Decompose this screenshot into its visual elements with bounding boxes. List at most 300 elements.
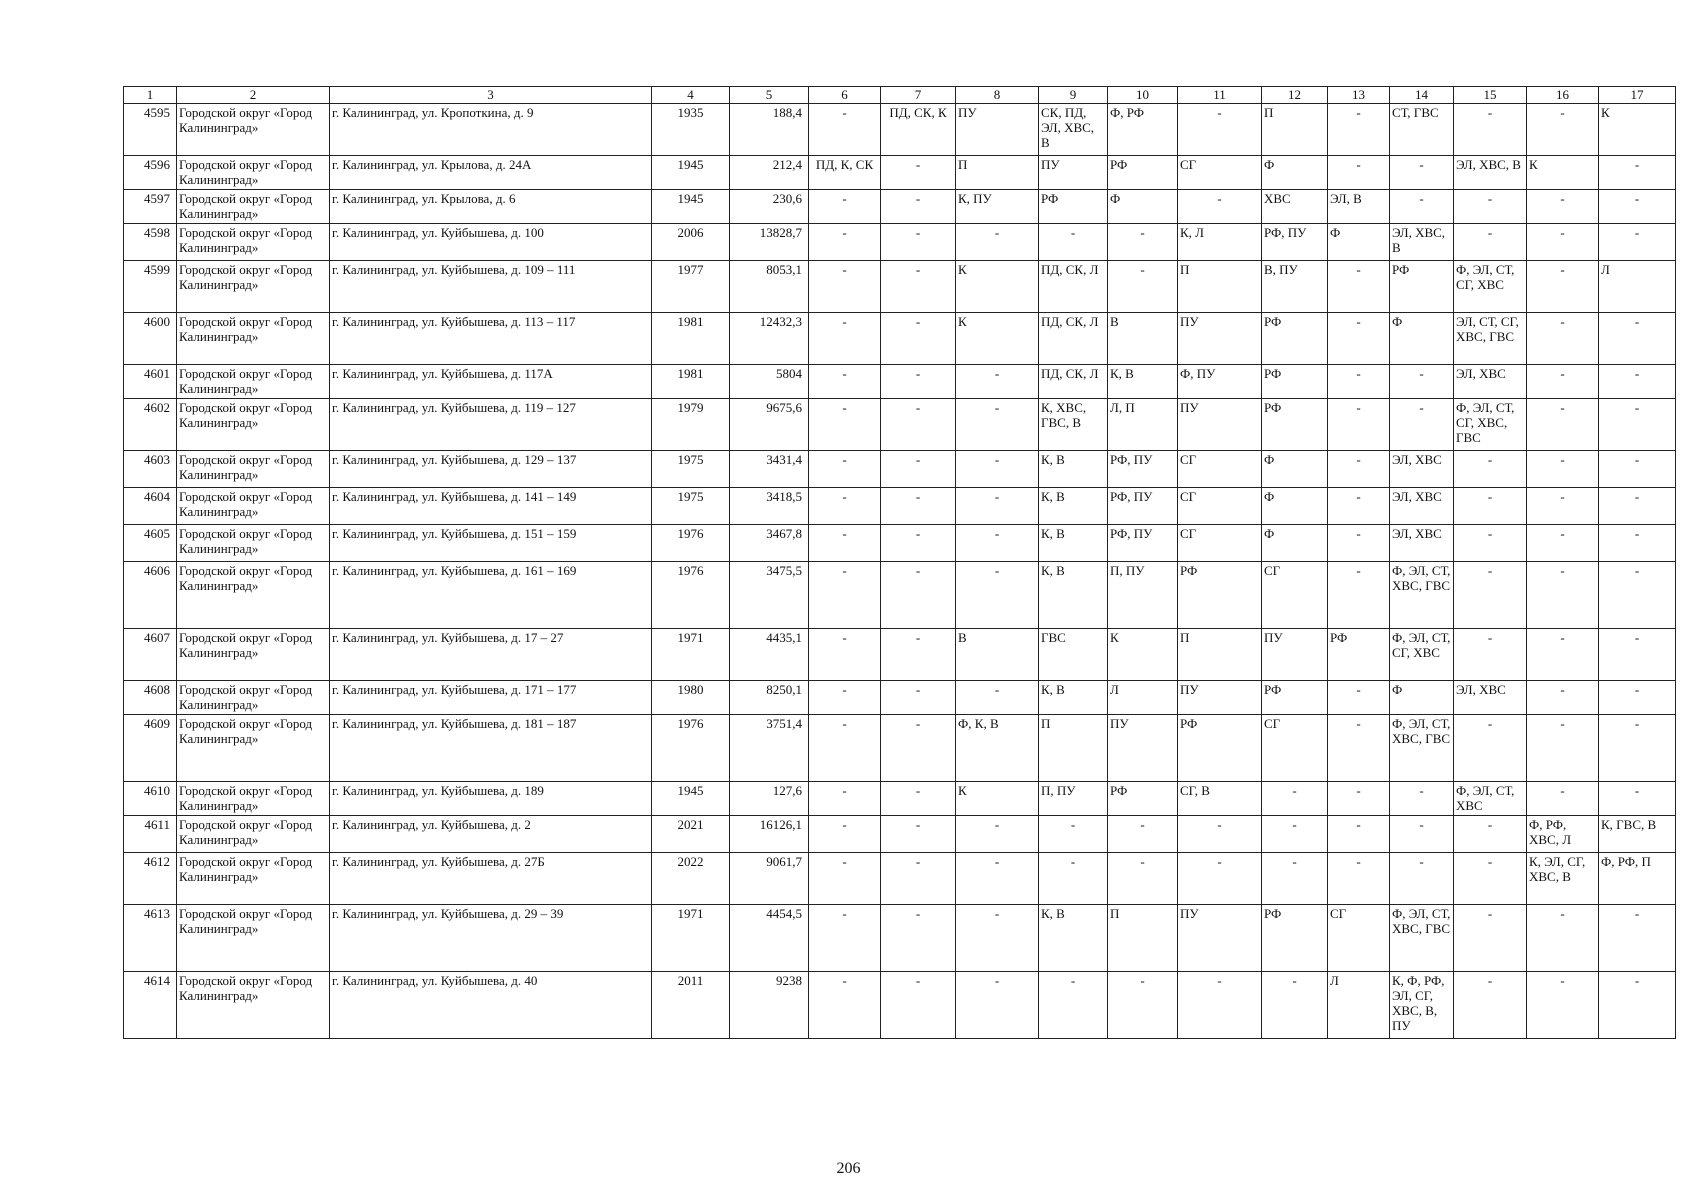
col-10-cell: К (1108, 629, 1178, 681)
column-header-12: 12 (1262, 87, 1328, 104)
column-header-14: 14 (1390, 87, 1454, 104)
col-9-cell: СК, ПД, ЭЛ, ХВС, В (1039, 104, 1108, 156)
col-11-cell: - (1178, 972, 1262, 1039)
year-cell: 1976 (652, 525, 730, 562)
address-cell: г. Калининград, ул. Куйбышева, д. 17 – 27 (330, 629, 652, 681)
table-row (124, 681, 1676, 715)
col-8-cell: - (956, 224, 1039, 261)
col-15-cell: - (1454, 905, 1527, 972)
col-13-cell: - (1328, 853, 1390, 905)
col-8-cell: - (956, 972, 1039, 1039)
col-13-cell: Л (1328, 972, 1390, 1039)
col-8-cell: - (956, 488, 1039, 525)
col-9-cell: ПУ (1039, 156, 1108, 190)
col-17-cell: - (1599, 972, 1676, 1039)
col-10-cell: П, ПУ (1108, 562, 1178, 629)
col-7-cell: - (881, 972, 956, 1039)
col-8-cell: К (956, 313, 1039, 365)
table-row (124, 399, 1676, 451)
row-number-cell: 4596 (124, 156, 177, 190)
col-16-cell: - (1527, 629, 1599, 681)
col-16-cell: Ф, РФ, ХВС, Л (1527, 816, 1599, 853)
col-12-cell: РФ (1262, 313, 1328, 365)
col-8-cell: Ф, К, В (956, 715, 1039, 782)
row-number-cell: 4610 (124, 782, 177, 816)
col-7-cell: - (881, 313, 956, 365)
year-cell: 2011 (652, 972, 730, 1039)
col-16-cell: - (1527, 451, 1599, 488)
col-6-cell: - (809, 104, 881, 156)
col-6-cell: - (809, 451, 881, 488)
column-header-11: 11 (1178, 87, 1262, 104)
address-cell: г. Калининград, ул. Куйбышева, д. 113 – 117 (330, 313, 652, 365)
municipality-cell: Городской округ «Город Калининград» (177, 365, 330, 399)
col-7-cell: - (881, 156, 956, 190)
col-6-cell: - (809, 782, 881, 816)
col-15-cell: - (1454, 104, 1527, 156)
col-16-cell: - (1527, 104, 1599, 156)
col-13-cell: - (1328, 156, 1390, 190)
col-15-cell: Ф, ЭЛ, СТ, ХВС (1454, 782, 1527, 816)
address-cell: г. Калининград, ул. Куйбышева, д. 29 – 39 (330, 905, 652, 972)
col-10-cell: ПУ (1108, 715, 1178, 782)
col-13-cell: - (1328, 365, 1390, 399)
col-9-cell: РФ (1039, 190, 1108, 224)
col-7-cell: - (881, 261, 956, 313)
table-row (124, 562, 1676, 629)
col-7-cell: - (881, 451, 956, 488)
area-cell: 8250,1 (730, 681, 809, 715)
col-13-cell: - (1328, 104, 1390, 156)
year-cell: 1976 (652, 715, 730, 782)
area-cell: 3431,4 (730, 451, 809, 488)
column-header-13: 13 (1328, 87, 1390, 104)
area-cell: 188,4 (730, 104, 809, 156)
row-number-cell: 4599 (124, 261, 177, 313)
address-cell: г. Калининград, ул. Куйбышева, д. 189 (330, 782, 652, 816)
col-11-cell: РФ (1178, 715, 1262, 782)
table-row (124, 261, 1676, 313)
col-17-cell: - (1599, 905, 1676, 972)
column-header-5: 5 (730, 87, 809, 104)
address-cell: г. Калининград, ул. Куйбышева, д. 161 – 169 (330, 562, 652, 629)
year-cell: 1935 (652, 104, 730, 156)
col-12-cell: РФ (1262, 365, 1328, 399)
address-cell: г. Калининград, ул. Кропоткина, д. 9 (330, 104, 652, 156)
area-cell: 8053,1 (730, 261, 809, 313)
row-number-cell: 4600 (124, 313, 177, 365)
row-number-cell: 4611 (124, 816, 177, 853)
address-cell: г. Калининград, ул. Куйбышева, д. 109 – 111 (330, 261, 652, 313)
col-6-cell: - (809, 681, 881, 715)
municipality-cell: Городской округ «Город Калининград» (177, 972, 330, 1039)
row-number-cell: 4598 (124, 224, 177, 261)
col-16-cell: - (1527, 488, 1599, 525)
area-cell: 12432,3 (730, 313, 809, 365)
col-17-cell: - (1599, 451, 1676, 488)
column-header-3: 3 (330, 87, 652, 104)
table-row (124, 451, 1676, 488)
col-13-cell: РФ (1328, 629, 1390, 681)
col-17-cell: Л (1599, 261, 1676, 313)
col-11-cell: СГ, В (1178, 782, 1262, 816)
col-6-cell: - (809, 816, 881, 853)
col-10-cell: Л, П (1108, 399, 1178, 451)
col-15-cell: - (1454, 190, 1527, 224)
col-10-cell: РФ (1108, 782, 1178, 816)
col-14-cell: - (1390, 853, 1454, 905)
col-16-cell: - (1527, 365, 1599, 399)
row-number-cell: 4605 (124, 525, 177, 562)
year-cell: 2022 (652, 853, 730, 905)
row-number-cell: 4607 (124, 629, 177, 681)
col-9-cell: - (1039, 853, 1108, 905)
municipality-cell: Городской округ «Город Калининград» (177, 905, 330, 972)
col-11-cell: П (1178, 629, 1262, 681)
column-header-8: 8 (956, 87, 1039, 104)
col-10-cell: В (1108, 313, 1178, 365)
area-cell: 3467,8 (730, 525, 809, 562)
col-7-cell: - (881, 365, 956, 399)
table-row (124, 104, 1676, 156)
address-cell: г. Калининград, ул. Куйбышева, д. 100 (330, 224, 652, 261)
year-cell: 1945 (652, 190, 730, 224)
year-cell: 1971 (652, 905, 730, 972)
table-row (124, 972, 1676, 1039)
col-14-cell: Ф (1390, 313, 1454, 365)
col-15-cell: Ф, ЭЛ, СТ, СГ, ХВС, ГВС (1454, 399, 1527, 451)
col-14-cell: Ф, ЭЛ, СТ, ХВС, ГВС (1390, 562, 1454, 629)
col-15-cell: - (1454, 562, 1527, 629)
municipality-cell: Городской округ «Город Калининград» (177, 715, 330, 782)
col-11-cell: - (1178, 104, 1262, 156)
col-16-cell: - (1527, 190, 1599, 224)
col-7-cell: - (881, 816, 956, 853)
year-cell: 1981 (652, 313, 730, 365)
col-14-cell: - (1390, 782, 1454, 816)
area-cell: 16126,1 (730, 816, 809, 853)
col-7-cell: - (881, 782, 956, 816)
col-17-cell: Ф, РФ, П (1599, 853, 1676, 905)
col-10-cell: - (1108, 261, 1178, 313)
table-row (124, 224, 1676, 261)
address-cell: г. Калининград, ул. Куйбышева, д. 181 – 187 (330, 715, 652, 782)
col-10-cell: РФ, ПУ (1108, 525, 1178, 562)
col-7-cell: - (881, 190, 956, 224)
municipality-cell: Городской округ «Город Калининград» (177, 224, 330, 261)
col-14-cell: К, Ф, РФ, ЭЛ, СГ, ХВС, В, ПУ (1390, 972, 1454, 1039)
col-15-cell: Ф, ЭЛ, СТ, СГ, ХВС (1454, 261, 1527, 313)
table-row (124, 156, 1676, 190)
col-10-cell: Ф (1108, 190, 1178, 224)
col-6-cell: - (809, 715, 881, 782)
col-6-cell: - (809, 313, 881, 365)
col-7-cell: - (881, 681, 956, 715)
col-13-cell: - (1328, 681, 1390, 715)
col-12-cell: ПУ (1262, 629, 1328, 681)
col-11-cell: П (1178, 261, 1262, 313)
col-13-cell: - (1328, 782, 1390, 816)
col-13-cell: - (1328, 525, 1390, 562)
col-17-cell: К (1599, 104, 1676, 156)
col-15-cell: - (1454, 715, 1527, 782)
row-number-cell: 4609 (124, 715, 177, 782)
col-12-cell: Ф (1262, 488, 1328, 525)
col-12-cell: - (1262, 782, 1328, 816)
col-6-cell: ПД, К, СК (809, 156, 881, 190)
col-13-cell: СГ (1328, 905, 1390, 972)
col-14-cell: - (1390, 156, 1454, 190)
col-12-cell: В, ПУ (1262, 261, 1328, 313)
col-6-cell: - (809, 261, 881, 313)
col-9-cell: ПД, СК, Л (1039, 365, 1108, 399)
col-7-cell: - (881, 905, 956, 972)
col-6-cell: - (809, 972, 881, 1039)
area-cell: 230,6 (730, 190, 809, 224)
column-header-15: 15 (1454, 87, 1527, 104)
col-11-cell: СГ (1178, 451, 1262, 488)
col-16-cell: - (1527, 562, 1599, 629)
address-cell: г. Калининград, ул. Крылова, д. 6 (330, 190, 652, 224)
col-12-cell: РФ (1262, 399, 1328, 451)
col-12-cell: Ф (1262, 156, 1328, 190)
col-17-cell: - (1599, 399, 1676, 451)
col-8-cell: - (956, 399, 1039, 451)
municipality-cell: Городской округ «Город Калининград» (177, 104, 330, 156)
col-16-cell: - (1527, 399, 1599, 451)
address-cell: г. Калининград, ул. Куйбышева, д. 2 (330, 816, 652, 853)
col-14-cell: ЭЛ, ХВС (1390, 451, 1454, 488)
col-10-cell: РФ (1108, 156, 1178, 190)
row-number-cell: 4604 (124, 488, 177, 525)
table-row (124, 905, 1676, 972)
column-header-4: 4 (652, 87, 730, 104)
address-cell: г. Калининград, ул. Куйбышева, д. 27Б (330, 853, 652, 905)
col-16-cell: - (1527, 313, 1599, 365)
col-10-cell: К, В (1108, 365, 1178, 399)
col-16-cell: - (1527, 224, 1599, 261)
col-12-cell: РФ (1262, 681, 1328, 715)
col-6-cell: - (809, 905, 881, 972)
col-9-cell: - (1039, 816, 1108, 853)
municipality-cell: Городской округ «Город Калининград» (177, 451, 330, 488)
col-15-cell: - (1454, 972, 1527, 1039)
col-12-cell: РФ (1262, 905, 1328, 972)
table-row (124, 715, 1676, 782)
col-6-cell: - (809, 365, 881, 399)
col-13-cell: Ф (1328, 224, 1390, 261)
col-10-cell: - (1108, 853, 1178, 905)
municipality-cell: Городской округ «Город Калининград» (177, 782, 330, 816)
col-15-cell: - (1454, 525, 1527, 562)
col-14-cell: ЭЛ, ХВС (1390, 525, 1454, 562)
year-cell: 1971 (652, 629, 730, 681)
col-17-cell: - (1599, 156, 1676, 190)
row-number-cell: 4601 (124, 365, 177, 399)
col-8-cell: - (956, 365, 1039, 399)
col-14-cell: РФ (1390, 261, 1454, 313)
col-8-cell: К (956, 261, 1039, 313)
col-14-cell: ЭЛ, ХВС (1390, 488, 1454, 525)
col-12-cell: РФ, ПУ (1262, 224, 1328, 261)
col-16-cell: - (1527, 972, 1599, 1039)
col-12-cell: ХВС (1262, 190, 1328, 224)
address-cell: г. Калининград, ул. Куйбышева, д. 117А (330, 365, 652, 399)
col-17-cell: - (1599, 190, 1676, 224)
col-8-cell: - (956, 905, 1039, 972)
col-9-cell: ПД, СК, Л (1039, 313, 1108, 365)
col-6-cell: - (809, 629, 881, 681)
row-number-cell: 4606 (124, 562, 177, 629)
col-13-cell: - (1328, 488, 1390, 525)
col-8-cell: ПУ (956, 104, 1039, 156)
col-9-cell: П (1039, 715, 1108, 782)
col-17-cell: - (1599, 224, 1676, 261)
col-13-cell: - (1328, 562, 1390, 629)
year-cell: 1977 (652, 261, 730, 313)
col-12-cell: - (1262, 853, 1328, 905)
col-7-cell: - (881, 715, 956, 782)
col-11-cell: РФ (1178, 562, 1262, 629)
col-9-cell: ПД, СК, Л (1039, 261, 1108, 313)
col-13-cell: ЭЛ, В (1328, 190, 1390, 224)
year-cell: 2006 (652, 224, 730, 261)
col-14-cell: СТ, ГВС (1390, 104, 1454, 156)
col-13-cell: - (1328, 399, 1390, 451)
col-8-cell: - (956, 816, 1039, 853)
municipality-cell: Городской округ «Город Калининград» (177, 313, 330, 365)
row-number-cell: 4612 (124, 853, 177, 905)
col-14-cell: Ф (1390, 681, 1454, 715)
col-11-cell: СГ (1178, 488, 1262, 525)
year-cell: 1975 (652, 488, 730, 525)
col-9-cell: К, ХВС, ГВС, В (1039, 399, 1108, 451)
col-17-cell: - (1599, 525, 1676, 562)
municipality-cell: Городской округ «Город Калининград» (177, 681, 330, 715)
table-row (124, 190, 1676, 224)
col-17-cell: - (1599, 313, 1676, 365)
column-header-10: 10 (1108, 87, 1178, 104)
table-row (124, 853, 1676, 905)
col-16-cell: - (1527, 681, 1599, 715)
col-6-cell: - (809, 525, 881, 562)
col-6-cell: - (809, 562, 881, 629)
col-10-cell: П (1108, 905, 1178, 972)
year-cell: 1976 (652, 562, 730, 629)
column-header-6: 6 (809, 87, 881, 104)
address-cell: г. Калининград, ул. Крылова, д. 24А (330, 156, 652, 190)
area-cell: 9238 (730, 972, 809, 1039)
col-17-cell: - (1599, 681, 1676, 715)
col-10-cell: - (1108, 972, 1178, 1039)
col-13-cell: - (1328, 261, 1390, 313)
col-10-cell: Ф, РФ (1108, 104, 1178, 156)
col-9-cell: К, В (1039, 525, 1108, 562)
table-row (124, 525, 1676, 562)
col-7-cell: - (881, 525, 956, 562)
table-row (124, 629, 1676, 681)
table-row (124, 488, 1676, 525)
col-11-cell: СГ (1178, 156, 1262, 190)
col-9-cell: - (1039, 224, 1108, 261)
col-17-cell: - (1599, 365, 1676, 399)
page-number: 206 (836, 1160, 861, 1177)
col-9-cell: ГВС (1039, 629, 1108, 681)
municipality-cell: Городской округ «Город Калининград» (177, 525, 330, 562)
col-16-cell: - (1527, 782, 1599, 816)
buildings-table (123, 86, 1676, 1039)
area-cell: 127,6 (730, 782, 809, 816)
col-14-cell: - (1390, 190, 1454, 224)
col-8-cell: В (956, 629, 1039, 681)
municipality-cell: Городской округ «Город Калининград» (177, 190, 330, 224)
col-14-cell: ЭЛ, ХВС, В (1390, 224, 1454, 261)
year-cell: 2021 (652, 816, 730, 853)
municipality-cell: Городской округ «Город Калининград» (177, 156, 330, 190)
area-cell: 212,4 (730, 156, 809, 190)
col-8-cell: К, ПУ (956, 190, 1039, 224)
col-17-cell: - (1599, 488, 1676, 525)
col-13-cell: - (1328, 715, 1390, 782)
col-8-cell: - (956, 681, 1039, 715)
col-7-cell: - (881, 399, 956, 451)
col-6-cell: - (809, 190, 881, 224)
col-8-cell: - (956, 451, 1039, 488)
row-number-cell: 4595 (124, 104, 177, 156)
col-16-cell: - (1527, 525, 1599, 562)
col-12-cell: СГ (1262, 715, 1328, 782)
table-row (124, 365, 1676, 399)
col-7-cell: ПД, СК, К (881, 104, 956, 156)
col-10-cell: Л (1108, 681, 1178, 715)
col-16-cell: - (1527, 905, 1599, 972)
municipality-cell: Городской округ «Город Калининград» (177, 261, 330, 313)
col-6-cell: - (809, 224, 881, 261)
col-11-cell: СГ (1178, 525, 1262, 562)
col-8-cell: П (956, 156, 1039, 190)
row-number-cell: 4614 (124, 972, 177, 1039)
col-7-cell: - (881, 488, 956, 525)
row-number-cell: 4603 (124, 451, 177, 488)
table-row (124, 782, 1676, 816)
col-8-cell: - (956, 853, 1039, 905)
column-header-9: 9 (1039, 87, 1108, 104)
col-11-cell: - (1178, 816, 1262, 853)
col-14-cell: - (1390, 399, 1454, 451)
column-header-17: 17 (1599, 87, 1676, 104)
column-header-7: 7 (881, 87, 956, 104)
col-14-cell: Ф, ЭЛ, СТ, ХВС, ГВС (1390, 905, 1454, 972)
col-12-cell: П (1262, 104, 1328, 156)
year-cell: 1980 (652, 681, 730, 715)
col-15-cell: - (1454, 629, 1527, 681)
col-14-cell: - (1390, 365, 1454, 399)
col-12-cell: Ф (1262, 451, 1328, 488)
col-13-cell: - (1328, 451, 1390, 488)
col-16-cell: К, ЭЛ, СГ, ХВС, В (1527, 853, 1599, 905)
col-15-cell: - (1454, 488, 1527, 525)
year-cell: 1945 (652, 782, 730, 816)
col-16-cell: К (1527, 156, 1599, 190)
column-header-2: 2 (177, 87, 330, 104)
col-10-cell: РФ, ПУ (1108, 451, 1178, 488)
address-cell: г. Калининград, ул. Куйбышева, д. 119 – 127 (330, 399, 652, 451)
col-14-cell: Ф, ЭЛ, СТ, СГ, ХВС (1390, 629, 1454, 681)
col-15-cell: - (1454, 224, 1527, 261)
col-10-cell: - (1108, 816, 1178, 853)
row-number-cell: 4613 (124, 905, 177, 972)
col-6-cell: - (809, 853, 881, 905)
